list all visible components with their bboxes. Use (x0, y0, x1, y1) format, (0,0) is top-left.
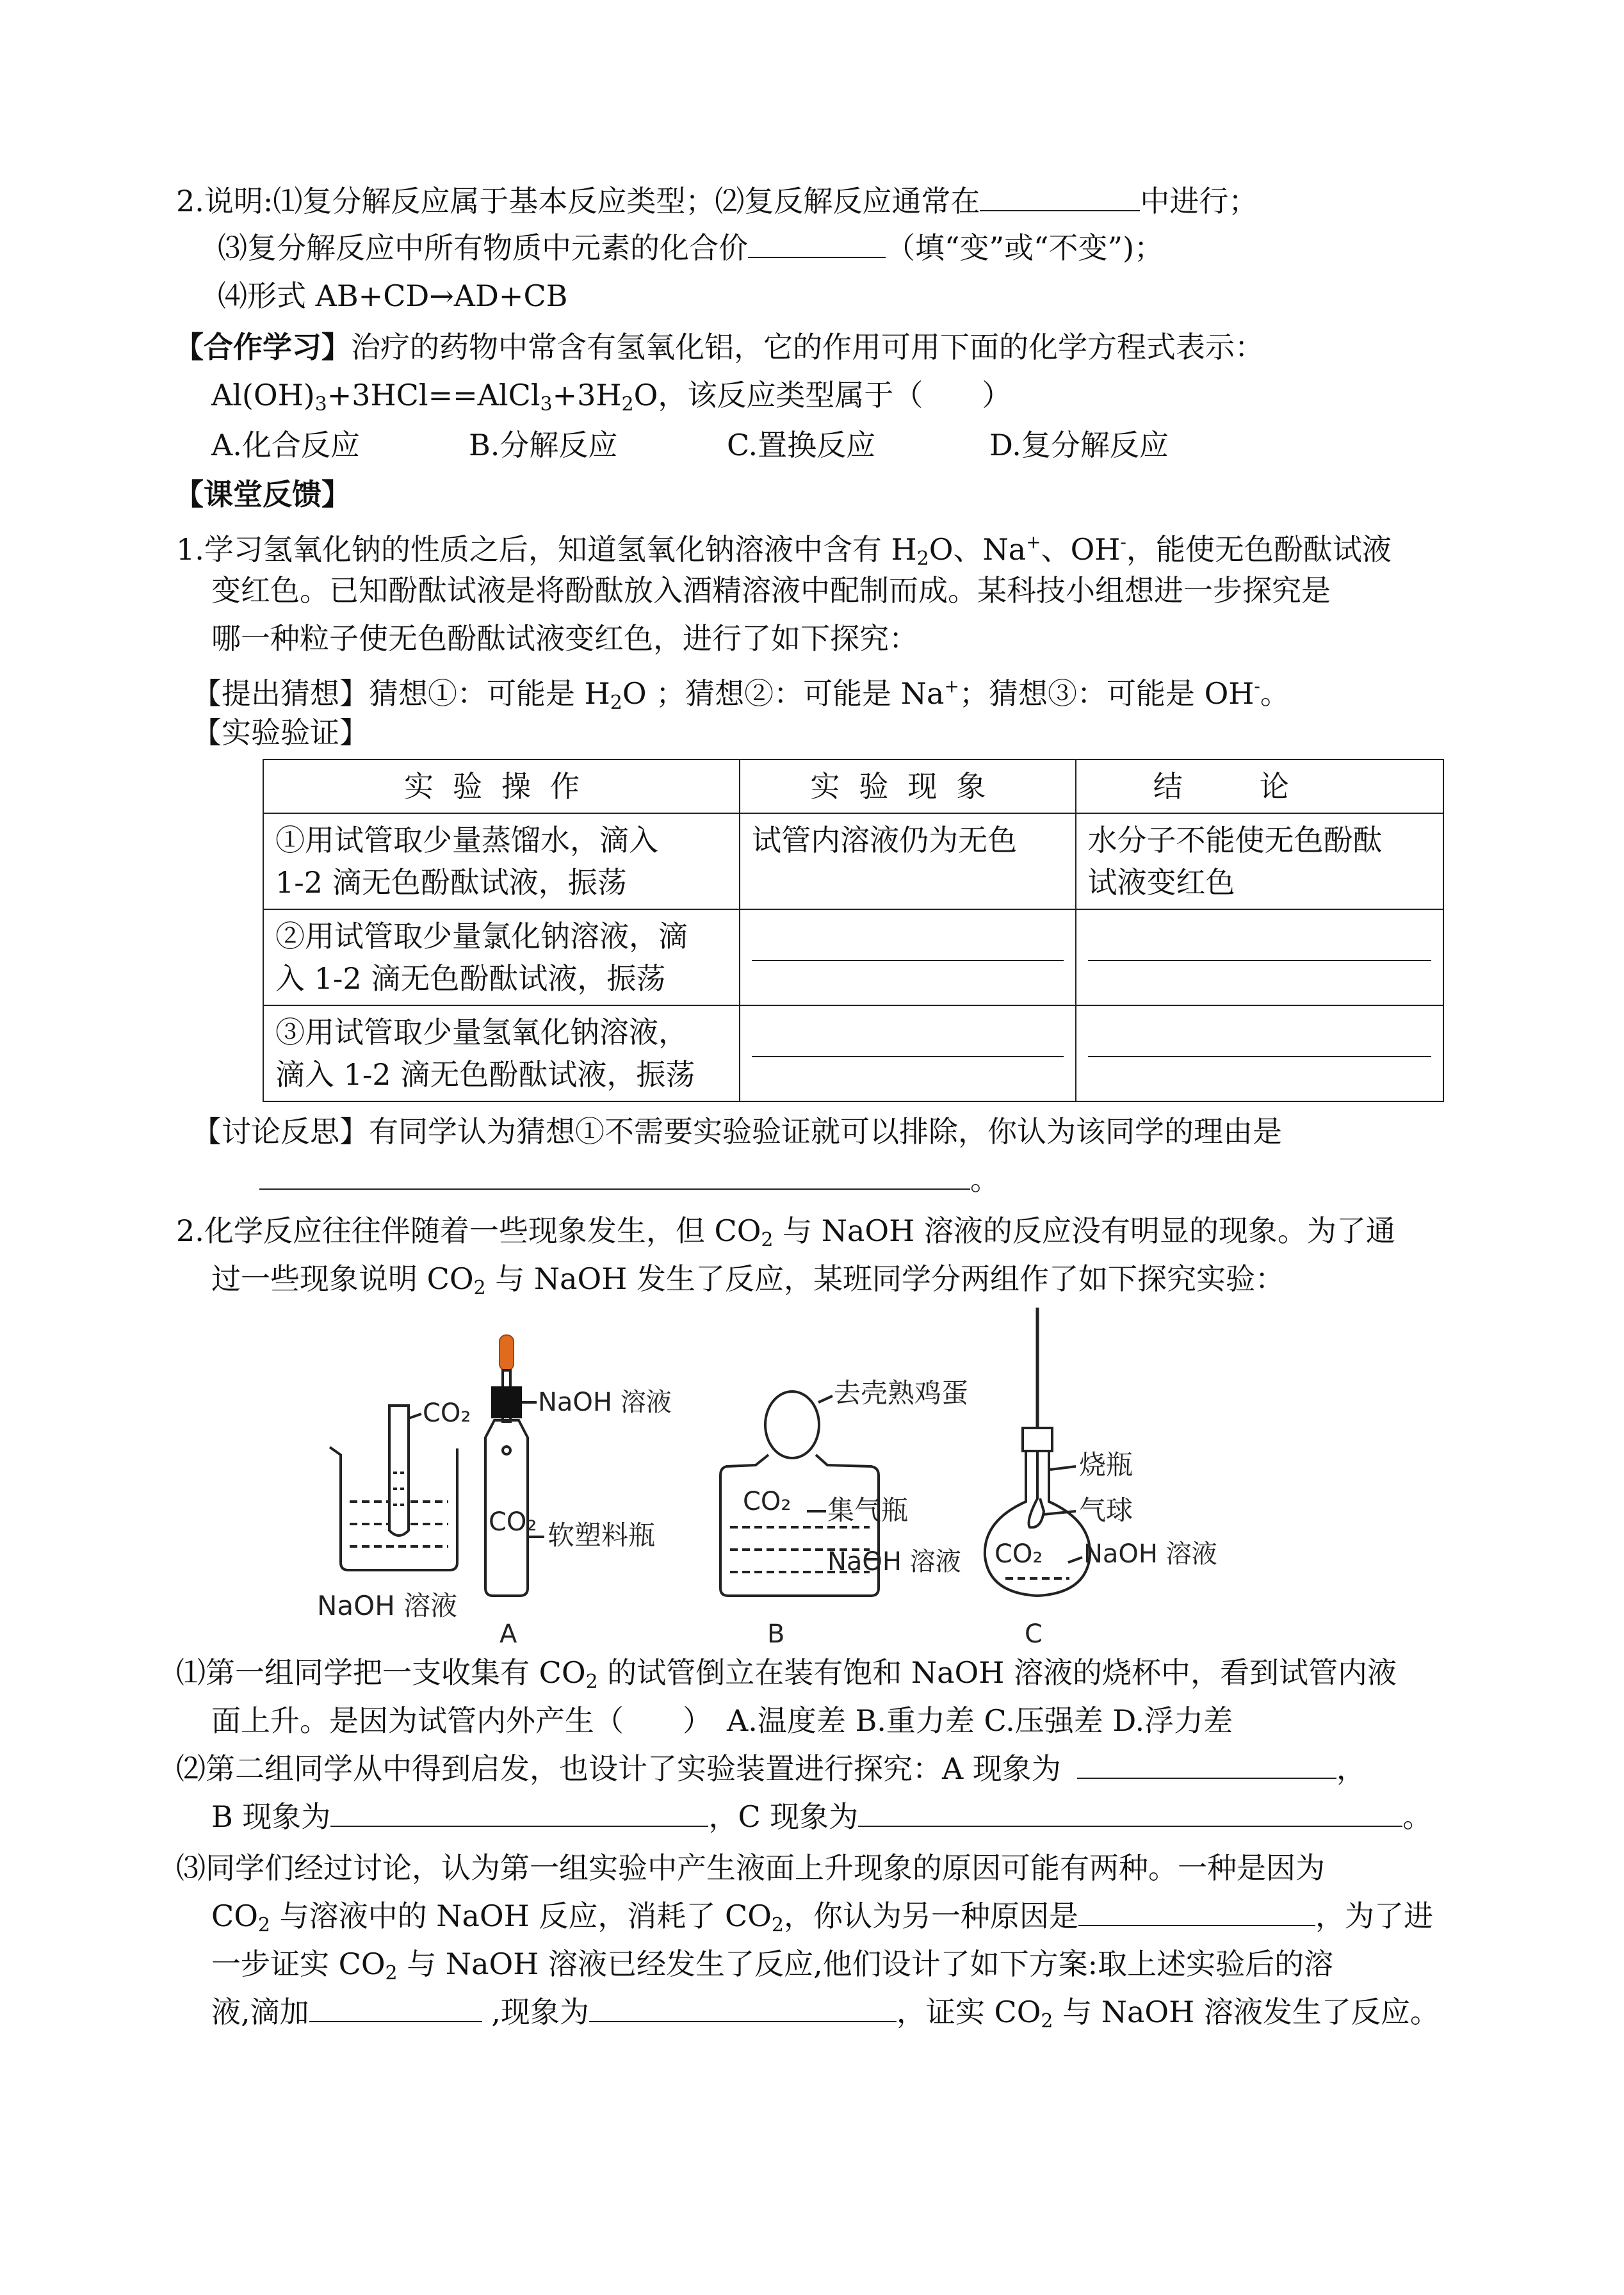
option-b[interactable]: B.分解反应 (469, 428, 618, 462)
eq-part: +3HCl==AlCl (327, 378, 540, 412)
p2-text: B 现象为 (211, 1799, 331, 1834)
p2-text: ⑵第二组同学从中得到启发，也设计了实验装置进行探究：A 现象为 (176, 1751, 1061, 1786)
table-row (263, 813, 1443, 909)
answer-blank[interactable] (330, 1797, 708, 1827)
eq-sub: 2 (621, 393, 634, 416)
p3-text: ，为了进 (1315, 1899, 1434, 1933)
answer-blank[interactable] (589, 1993, 897, 2022)
a-label: A (499, 1619, 517, 1649)
note-text: 2.说明:⑴复分解反应属于基本反应类型；⑵复反解反应通常在 (176, 184, 980, 218)
header-phenomenon: 实验现象 (740, 759, 1075, 813)
p2-text: ，C 现象为 (708, 1799, 859, 1834)
eq-sub: 3 (540, 393, 553, 416)
c-naoh-label: NaOH 溶液 (1084, 1539, 1217, 1569)
p3-sub: 2 (257, 1914, 271, 1936)
q1-text: 、OH (1041, 532, 1121, 567)
q1-line-3: 哪一种粒子使无色酚酞试液变红色，进行了如下探究： (211, 621, 918, 656)
beaker-naoh-label: NaOH 溶液 (317, 1590, 458, 1621)
b-co2-label: CO₂ (743, 1487, 792, 1516)
p3-text: 与 NaOH 溶液已经发生了反应,他们设计了如下方案:取上述实验后的溶 (397, 1947, 1334, 1981)
p3-line-3 (211, 1943, 1333, 1994)
answer-blank[interactable] (1077, 1749, 1336, 1779)
eq-part: +3H (552, 378, 622, 412)
answer-blank[interactable] (858, 1797, 1402, 1827)
p2-text: ， (1336, 1751, 1366, 1786)
q1-sup: + (1026, 531, 1041, 553)
cell-text: ①用试管取少量蒸馏水，滴入 (275, 823, 658, 857)
p3-text: 与 NaOH 溶液发生了反应。 (1053, 1995, 1440, 2029)
cell-text: 水分子不能使无色酚酞 (1087, 823, 1383, 857)
table-cell (1076, 909, 1443, 1005)
answer-blank[interactable] (1088, 1056, 1431, 1057)
q1-text: 1.学习氢氧化钠的性质之后，知道氢氧化钠溶液中含有 H (176, 532, 917, 567)
note-line-1 (176, 181, 1258, 222)
apparatus-c (985, 1308, 1217, 1649)
answer-blank[interactable] (980, 182, 1140, 211)
header-operation: 实验操作 (263, 759, 740, 813)
p3-text: 一步证实 CO (211, 1947, 386, 1981)
table-cell: 试管内溶液仍为无色 (740, 813, 1075, 909)
discuss-line: 【讨论反思】有同学认为猜想①不需要实验验证就可以排除，你认为该同学的理由是 (192, 1114, 1282, 1149)
q2-text: 与 NaOH 发生了反应，某班同学分两组作了如下探究实验： (485, 1261, 1285, 1296)
p3-text: ,现象为 (482, 1995, 589, 2029)
q2-text: 与 NaOH 溶液的反应没有明显的现象。为了通 (773, 1213, 1395, 1248)
c-flask-label: 烧瓶 (1079, 1449, 1133, 1480)
q1-line-2: 变红色。已知酚酞试液是将酚酞放入酒精溶液中配制而成。某科技小组想进一步探究是 (211, 573, 1331, 608)
p3-sub: 2 (1041, 2010, 1053, 2032)
q2-text: 2.化学反应往往伴随着一些现象发生，但 CO (176, 1213, 761, 1248)
q2-line-1 (176, 1210, 1395, 1261)
answer-blank[interactable] (309, 1993, 482, 2022)
header-conclusion: 结论 (1076, 759, 1443, 813)
guess-text: ；猜想③：可能是 OH (959, 676, 1255, 711)
test-tube-icon (389, 1406, 409, 1536)
answer-blank[interactable] (259, 1160, 970, 1190)
dropper-bulb-icon (499, 1335, 514, 1370)
p1-text: 的试管倒立在装有饱和 NaOH 溶液的烧杯中，看到试管内液 (597, 1655, 1397, 1690)
p3-line-2 (211, 1895, 1433, 1946)
table-cell (1076, 813, 1443, 909)
option-c[interactable]: C.置换反应 (727, 428, 876, 462)
p3-sub: 2 (771, 1914, 784, 1936)
c-balloon-label: 气球 (1079, 1495, 1133, 1526)
experiment-table (263, 759, 1444, 1102)
beaker-apparatus (317, 1399, 471, 1621)
note-text: 中进行； (1140, 184, 1258, 218)
feedback-title: 【课堂反馈】 (174, 477, 351, 512)
verify-title: 【实验验证】 (192, 715, 369, 750)
p3-sub: 2 (385, 1962, 398, 1984)
guess-sup: - (1254, 676, 1260, 697)
b-naoh-label: NaOH 溶液 (827, 1547, 961, 1577)
table-cell (740, 909, 1075, 1005)
answer-blank[interactable] (1088, 960, 1431, 961)
table-cell (1076, 1005, 1443, 1101)
p3-text: ，你认为另一种原因是 (784, 1899, 1079, 1933)
guess-text: 【提出猜想】猜想①：可能是 H (192, 676, 610, 711)
cell-text: ②用试管取少量氯化钠溶液，滴 (275, 919, 688, 953)
b-egg-label: 去壳熟鸡蛋 (834, 1377, 969, 1409)
b-label: B (767, 1619, 785, 1649)
c-label: C (1025, 1619, 1043, 1649)
q1-sub: 2 (916, 547, 929, 570)
eq-part: O，该反应类型属于（ ） (633, 378, 1012, 412)
p1-line-1 (176, 1652, 1397, 1703)
p1-sub: 2 (585, 1671, 598, 1693)
table-cell (263, 909, 740, 1005)
option-d[interactable]: D.复分解反应 (989, 428, 1169, 462)
guess-sub: 2 (610, 692, 622, 714)
a-naoh-label: NaOH 溶液 (538, 1388, 672, 1417)
c-co2-label: CO₂ (995, 1539, 1043, 1569)
p2-line-2 (211, 1796, 1432, 1837)
eq-sub: 3 (314, 393, 327, 416)
coop-title: 【合作学习】 (174, 330, 351, 364)
p1-text: ⑴第一组同学把一支收集有 CO (176, 1655, 586, 1690)
coop-text: 治疗的药物中常含有氢氧化铝，它的作用可用下面的化学方程式表示： (351, 330, 1264, 364)
p3-text: 与溶液中的 NaOH 反应，消耗了 CO (270, 1899, 772, 1933)
note-line-3: ⑷形式 AB+CD→AD+CB (218, 279, 568, 313)
apparatus-figure (307, 1306, 1281, 1652)
p3-line-1: ⑶同学们经过讨论，认为第一组实验中产生液面上升现象的原因可能有两种。一种是因为 (176, 1851, 1325, 1885)
cell-text: 入 1-2 滴无色酚酞试液，振荡 (275, 961, 666, 996)
a-bottle-label: 软塑料瓶 (548, 1520, 656, 1551)
q1-sup: - (1120, 531, 1126, 553)
note-text: ⑶复分解反应中所有物质中元素的化合价 (218, 231, 748, 265)
guess-text: O ；猜想②：可能是 Na (622, 676, 945, 711)
table-row (263, 909, 1443, 1005)
answer-blank[interactable] (748, 229, 886, 258)
table-cell (740, 1005, 1075, 1101)
egg-icon (765, 1391, 819, 1458)
p2-line-1 (176, 1748, 1366, 1789)
cell-text: ③用试管取少量氢氧化钠溶液， (275, 1015, 688, 1050)
p1-line-2: 面上升。是因为试管内外产生（ ） A.温度差 B.重力差 C.压强差 D.浮力差 (211, 1703, 1233, 1738)
beaker-co2-label: CO₂ (423, 1399, 471, 1428)
note-line-2 (218, 227, 1164, 268)
p3-text: CO (211, 1899, 258, 1933)
a-co2-label: CO₂ (489, 1507, 537, 1537)
eq-part: Al(OH) (211, 378, 315, 412)
answer-blank[interactable] (1078, 1897, 1315, 1926)
q2-text: 过一些现象说明 CO (211, 1261, 474, 1296)
stopper-icon (491, 1386, 522, 1418)
table-row (263, 1005, 1443, 1101)
cell-text: 滴入 1-2 滴无色酚酞试液，振荡 (275, 1057, 695, 1092)
q1-text: O、Na (929, 532, 1027, 567)
table-cell (263, 1005, 740, 1101)
flask-stopper-icon (1023, 1428, 1052, 1451)
guess-text: 。 (1260, 676, 1290, 711)
p3-line-4 (211, 1991, 1440, 2042)
option-a[interactable]: A.化合反应 (211, 428, 360, 462)
p3-text: ，证实 CO (896, 1995, 1041, 2029)
apparatus-b (720, 1377, 968, 1649)
coop-equation (211, 375, 1011, 425)
table-cell (263, 813, 740, 909)
coop-line (174, 327, 1264, 368)
cell-text: 试液变红色 (1087, 865, 1235, 900)
cell-text: 1-2 滴无色酚酞试液，振荡 (275, 865, 627, 900)
q2-sub: 2 (761, 1229, 774, 1251)
table-header-row (263, 759, 1443, 813)
note-text: （填“变”或“不变”)； (886, 231, 1164, 265)
q2-line-2 (211, 1258, 1285, 1309)
q2-sub: 2 (473, 1277, 486, 1299)
q1-text: ，能使无色酚酞试液 (1126, 532, 1392, 567)
answer-blank[interactable] (752, 960, 1063, 961)
apparatus-a (485, 1335, 672, 1649)
discuss-end: 。 (970, 1162, 1000, 1197)
answer-blank[interactable] (752, 1056, 1063, 1057)
balloon-icon (1029, 1452, 1044, 1527)
discuss-answer-line (259, 1159, 1000, 1200)
p2-text: 。 (1402, 1799, 1433, 1834)
b-jar-label: 集气瓶 (827, 1495, 909, 1526)
p3-text: 液,滴加 (211, 1995, 309, 2029)
guess-sup: + (944, 676, 959, 697)
